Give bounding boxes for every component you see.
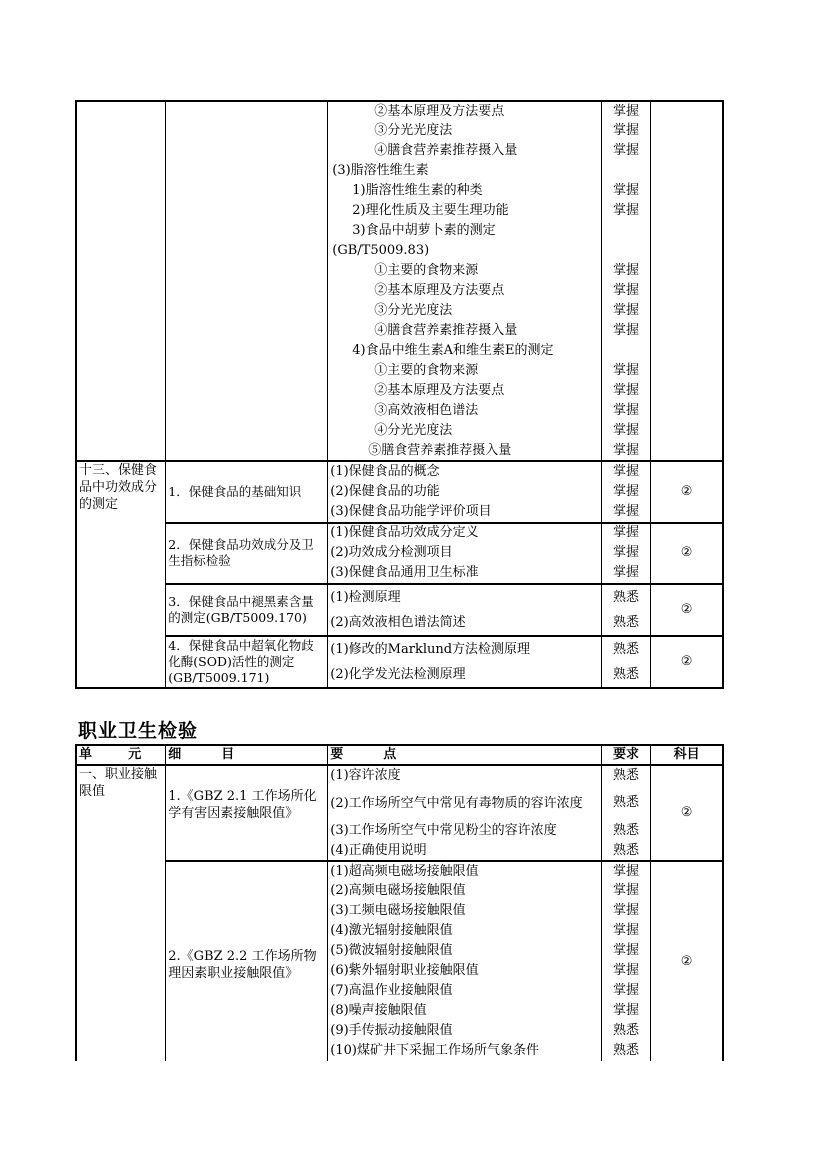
point-cell: (2)高效液相色谱法简述	[328, 610, 601, 636]
point-cell: (2)高频电磁场接触限值	[328, 881, 601, 901]
point-cell: (4)正确使用说明	[328, 841, 601, 861]
table-row	[76, 101, 723, 121]
table-header-row	[76, 745, 723, 765]
requirement-cell: 掌握	[601, 401, 651, 421]
requirement-cell	[601, 341, 651, 361]
point-cell: ②基本原理及方法要点	[328, 101, 601, 121]
point-cell: (1)保健食品的概念	[328, 461, 601, 482]
point-cell: ⑤膳食营养素推荐摄入量	[328, 441, 601, 461]
subject-cell: ②	[651, 523, 723, 585]
point-cell: ④分光光度法	[328, 421, 601, 441]
requirement-cell: 掌握	[601, 261, 651, 281]
point-cell: ①主要的食物来源	[328, 261, 601, 281]
point-cell: ②基本原理及方法要点	[328, 281, 601, 301]
section-title: 职业卫生检验	[78, 720, 199, 742]
point-cell: (3)工作场所空气中常见粉尘的容许浓度	[328, 821, 601, 841]
point-cell: 1)脂溶性维生素的种类	[328, 181, 601, 201]
requirement-cell: 掌握	[601, 502, 651, 523]
point-cell: ①主要的食物来源	[328, 361, 601, 381]
point-cell: (2)工作场所空气中常见有毒物质的容许浓度	[328, 785, 601, 821]
point-cell: (1)保健食品功效成分定义	[328, 523, 601, 544]
detail-cell: 1.《GBZ 2.1 工作场所化学有害因素接触限值》	[166, 765, 328, 861]
requirement-cell: 掌握	[601, 201, 651, 221]
table-row	[76, 461, 723, 482]
point-cell: (3)保健食品功能学评价项目	[328, 502, 601, 523]
requirement-cell: 熟悉	[601, 610, 651, 636]
requirement-cell: 掌握	[601, 921, 651, 941]
detail-cell: 1．保健食品的基础知识	[166, 461, 328, 523]
point-cell: ③高效液相色谱法	[328, 401, 601, 421]
point-cell: ④膳食营养素推荐摄入量	[328, 321, 601, 341]
point-cell: (2)保健食品的功能	[328, 482, 601, 503]
requirement-cell: 掌握	[601, 441, 651, 461]
detail-cell: 2.《GBZ 2.2 工作场所物理因素职业接触限值》	[166, 861, 328, 1061]
table-row	[76, 584, 723, 610]
requirement-cell: 掌握	[601, 1001, 651, 1021]
point-cell: (3)脂溶性维生素	[328, 161, 601, 181]
point-cell: (3)工频电磁场接触限值	[328, 901, 601, 921]
requirement-cell: 掌握	[601, 523, 651, 544]
point-cell: (9)手传振动接触限值	[328, 1021, 601, 1041]
table-row	[76, 861, 723, 881]
requirement-cell: 熟悉	[601, 821, 651, 841]
subject-cell: ②	[651, 636, 723, 688]
subject-cell-continued	[651, 101, 723, 461]
requirement-cell: 掌握	[601, 301, 651, 321]
point-cell: (1)超高频电磁场接触限值	[328, 861, 601, 881]
requirement-cell: 掌握	[601, 121, 651, 141]
point-cell: (3)保健食品通用卫生标准	[328, 564, 601, 585]
point-cell: (1)检测原理	[328, 584, 601, 610]
detail-cell: 4．保健食品中超氧化物歧化酶(SOD)活性的测定(GB/T5009.171)	[166, 636, 328, 688]
requirement-cell: 掌握	[601, 181, 651, 201]
point-cell: ③分光光度法	[328, 121, 601, 141]
header-unit: 单 元	[76, 745, 166, 765]
requirement-cell: 掌握	[601, 381, 651, 401]
subject-cell: ②	[651, 461, 723, 523]
requirement-cell: 掌握	[601, 482, 651, 503]
point-cell: ②基本原理及方法要点	[328, 381, 601, 401]
point-cell: (8)噪声接触限值	[328, 1001, 601, 1021]
nutrition-syllabus-table	[75, 100, 724, 689]
unit-cell-continued	[76, 101, 166, 461]
requirement-cell: 掌握	[601, 321, 651, 341]
requirement-cell: 掌握	[601, 941, 651, 961]
requirement-cell: 掌握	[601, 421, 651, 441]
point-cell: ③分光光度法	[328, 301, 601, 321]
point-cell: (1)容许浓度	[328, 765, 601, 785]
point-cell: 4)食品中维生素A和维生素E的测定	[328, 341, 601, 361]
requirement-cell: 熟悉	[601, 584, 651, 610]
header-subject: 科目	[651, 745, 723, 765]
requirement-cell: 掌握	[601, 901, 651, 921]
requirement-cell: 掌握	[601, 881, 651, 901]
subject-cell: ②	[651, 584, 723, 636]
point-cell: (10)煤矿井下采掘工作场所气象条件	[328, 1041, 601, 1061]
detail-cell-continued	[166, 101, 328, 461]
point-cell: (1)修改的Marklund方法检测原理	[328, 636, 601, 662]
requirement-cell: 掌握	[601, 281, 651, 301]
header-detail: 细 目	[166, 745, 328, 765]
point-cell: ④膳食营养素推荐摄入量	[328, 141, 601, 161]
requirement-cell: 掌握	[601, 564, 651, 585]
header-requirement: 要求	[601, 745, 651, 765]
table-row	[76, 523, 723, 544]
detail-cell: 3．保健食品中褪黑素含量的测定(GB/T5009.170)	[166, 584, 328, 636]
requirement-cell: 熟悉	[601, 841, 651, 861]
requirement-cell: 熟悉	[601, 785, 651, 821]
point-cell: (5)微波辐射接触限值	[328, 941, 601, 961]
requirement-cell: 掌握	[601, 461, 651, 482]
requirement-cell: 掌握	[601, 141, 651, 161]
requirement-cell	[601, 241, 651, 261]
requirement-cell: 掌握	[601, 981, 651, 1001]
subject-cell: ②	[651, 765, 723, 861]
point-cell: 2)理化性质及主要生理功能	[328, 201, 601, 221]
requirement-cell: 掌握	[601, 861, 651, 881]
requirement-cell: 熟悉	[601, 1041, 651, 1061]
table-row	[76, 765, 723, 785]
requirement-cell: 熟悉	[601, 662, 651, 688]
requirement-cell: 掌握	[601, 961, 651, 981]
point-cell: (2)化学发光法检测原理	[328, 662, 601, 688]
requirement-cell	[601, 221, 651, 241]
point-cell: 3)食品中胡萝卜素的测定	[328, 221, 601, 241]
point-cell: (7)高温作业接触限值	[328, 981, 601, 1001]
point-cell: (GB/T5009.83)	[328, 241, 601, 261]
point-cell: (6)紫外辐射职业接触限值	[328, 961, 601, 981]
point-cell: (2)功效成分检测项目	[328, 543, 601, 564]
requirement-cell: 掌握	[601, 543, 651, 564]
unit-cell: 一、职业接触限值	[76, 765, 166, 1061]
requirement-cell: 熟悉	[601, 636, 651, 662]
header-point: 要 点	[328, 745, 601, 765]
requirement-cell: 熟悉	[601, 1021, 651, 1041]
requirement-cell: 掌握	[601, 361, 651, 381]
subject-cell: ②	[651, 861, 723, 1061]
detail-cell: 2．保健食品功效成分及卫生指标检验	[166, 523, 328, 585]
requirement-cell: 熟悉	[601, 765, 651, 785]
occupational-hygiene-table	[75, 744, 724, 1061]
unit-cell: 十三、保健食品中功效成分的测定	[76, 461, 166, 688]
point-cell: (4)激光辐射接触限值	[328, 921, 601, 941]
requirement-cell: 掌握	[601, 101, 651, 121]
requirement-cell	[601, 161, 651, 181]
table-row	[76, 636, 723, 662]
